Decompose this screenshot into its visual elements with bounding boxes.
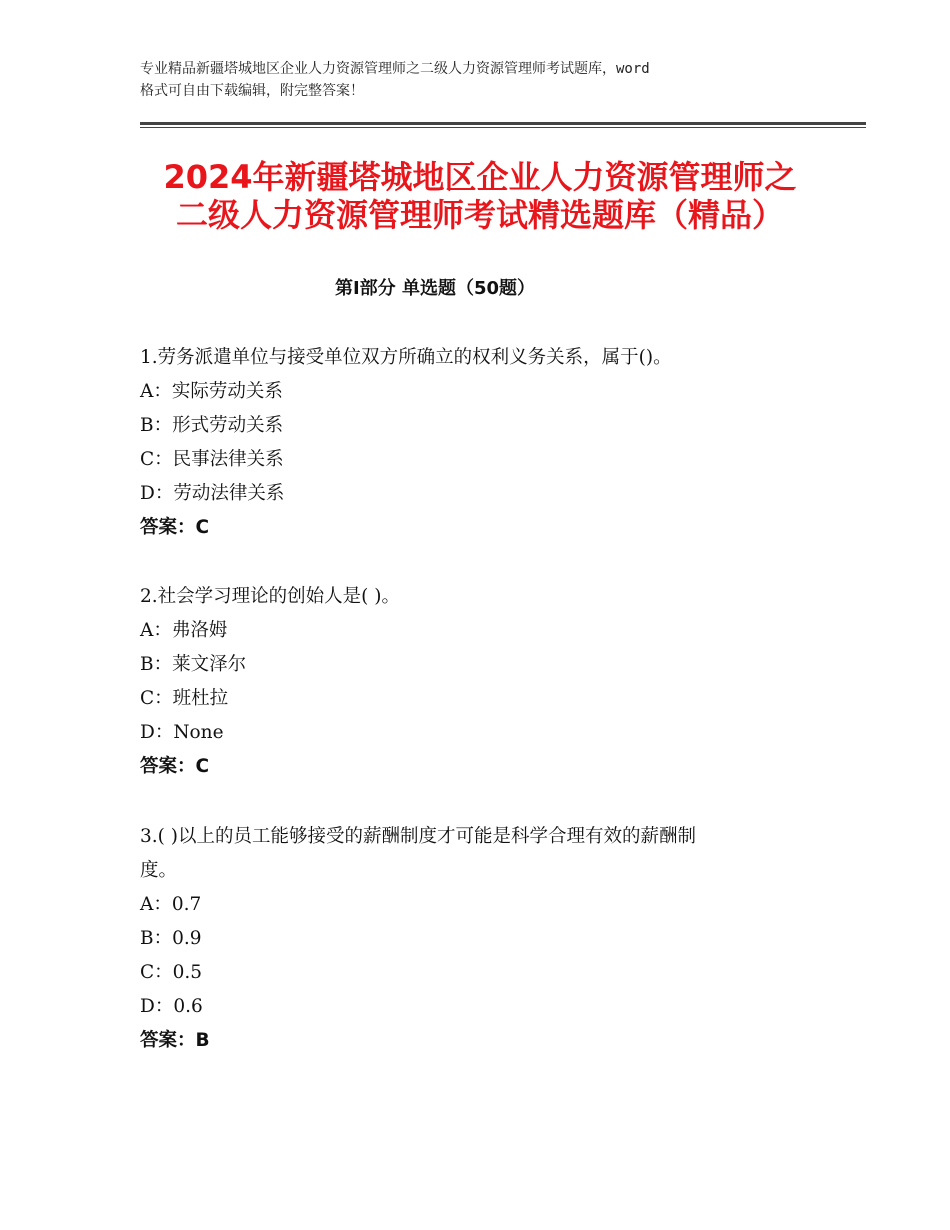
header-rule-thick [140,122,866,125]
option-a: A：弗洛姆 [140,620,228,641]
option-b: B：0.9 [140,928,202,949]
option-d: D：劳动法律关系 [140,483,285,504]
option-a: A：实际劳动关系 [140,381,283,402]
option-b: B：莱文泽尔 [140,654,247,675]
header-note [140,58,830,102]
option-c: C：班杜拉 [140,688,229,709]
option-b: B：形式劳动关系 [140,415,284,436]
header-rule-thin [140,127,866,128]
answer: 答案：B [140,1030,210,1051]
question-3 [140,820,820,1058]
section-title: 第Ⅰ部分 单选题（50题） [334,278,535,299]
question-stem: 2.社会学习理论的创始人是( )。 [140,586,400,607]
header-note-line-2: 格式可自由下载编辑，附完整答案！ [140,83,364,99]
question-stem-line-1: 3.( )以上的员工能够接受的薪酬制度才可能是科学合理有效的薪酬制 [140,826,696,847]
option-c: C：民事法律关系 [140,449,284,470]
answer: 答案：C [140,756,210,777]
option-c: C：0.5 [140,962,203,983]
document-title-line-1: 2024年新疆塔城地区企业人力资源管理师之 [163,158,797,196]
option-d: D：None [140,722,224,743]
question-stem: 1.劳务派遣单位与接受单位双方所确立的权利义务关系，属于()。 [140,347,672,368]
question-1 [140,341,820,545]
option-d: D：0.6 [140,996,203,1017]
document-title [130,158,830,234]
question-2 [140,580,820,784]
answer: 答案：C [140,517,210,538]
header-note-line-1: 专业精品新疆塔城地区企业人力资源管理师之二级人力资源管理师考试题库，word [140,61,650,77]
option-a: A：0.7 [140,894,202,915]
document-title-line-2: 二级人力资源管理师考试精选题库（精品） [175,196,784,234]
question-stem-line-2: 度。 [140,860,178,881]
